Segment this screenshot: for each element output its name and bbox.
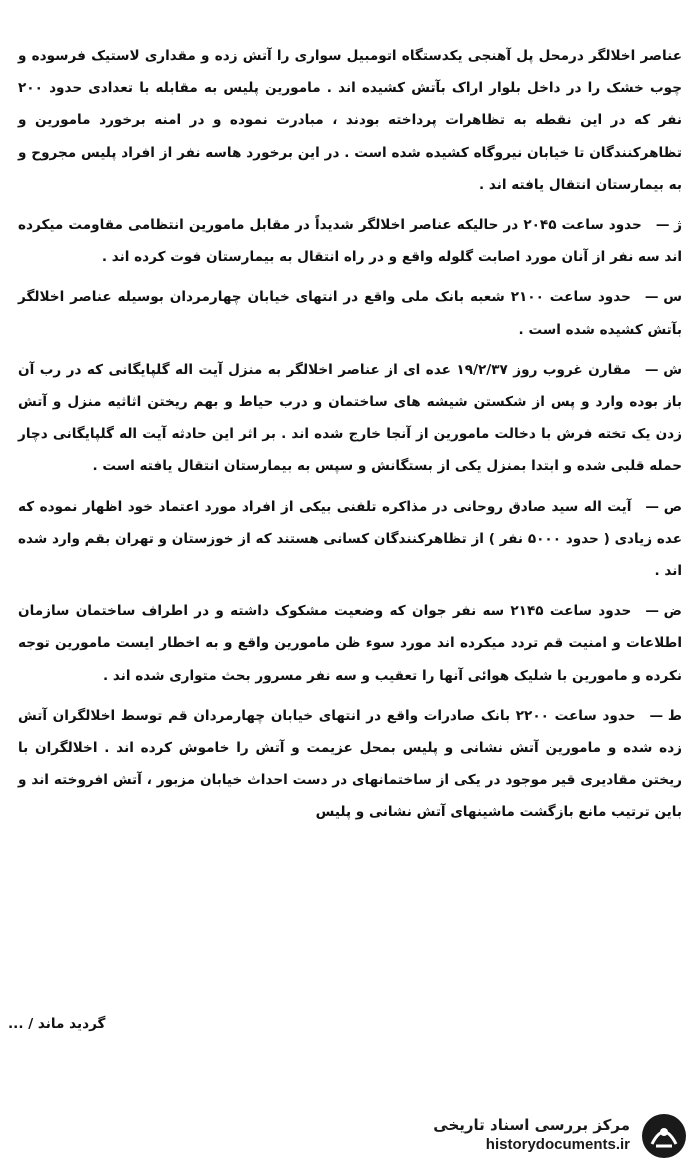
- paragraph-zad: [18, 595, 682, 692]
- paragraph-label: س —: [644, 289, 682, 306]
- paragraph-label: ش —: [644, 361, 682, 378]
- paragraph-shin: [18, 354, 682, 483]
- paragraph-sin: [18, 281, 682, 345]
- archive-url: historydocuments.ir: [485, 1136, 630, 1153]
- paragraph-sad: [18, 491, 682, 588]
- paragraph-label: ض —: [645, 603, 682, 620]
- paragraph-ta: [18, 700, 682, 829]
- paragraph-text: حدود ساعت ۲۰۴۵ در حالیکه عناصر اخلالگر شدیداً در مقابل مامورین انتظامی مقاومت میکرده اند سه نفر از آنان مورد اصابت گلوله واقع و در راه انتقال به بیمارستان فوت کرده اند .: [18, 217, 682, 266]
- paragraph-text: آیت اله سید صادق روحانی در مذاکره تلفنی بیکی از افراد مورد اعتماد خود اظهار نموده که عده زیادی ( حدود ۵۰۰۰ نفر ) از تظاهرکنندگان کسانی هستند که از خوزستان و تهران بقم وارد شده اند .: [18, 498, 682, 580]
- archive-logo: [416, 1114, 686, 1160]
- paragraph-text: عناصر اخلالگر درمحل پل آهنجی یکدستگاه اتومبیل سواری را آتش زده و مقداری لاستیک فرسوده و چوب خشک را در داخل بلوار اراک بآتش کشیده اند . مامورین پلیس به مقابله با تعدادی حدود ۲۰۰ نفر که در این نقطه به تظاهرات پرداخته بودند ، مبادرت نموده و در امنه برخورد مامورین و تظاهرکنندگان تا خیابان نیروگاه کشیده شده است . در این برخورد هاسه نفر از افراد پلیس مجروح و به بیمارستان انتقال یافته اند .: [18, 48, 682, 193]
- paragraph-text: حدود ساعت ۲۱۰۰ شعبه بانک ملی واقع در انتهای خیابان چهارمردان بوسیله عناصر اخلالگر بآتش کشیده شده است .: [18, 289, 682, 338]
- paragraph-text: حدود ساعت ۲۲۰۰ بانک صادرات واقع در انتهای خیابان چهارمردان قم توسط اخلالگران آتش زده شده و مامورین آتش نشانی و پلیس بمحل عزیمت و آتش را خاموش کرده اند . اخلالگران با ریختن مقادیری قیر موجود در یکی از ساختمانهای در دست احداث خیابان مزبور ، آتش افروخته اند و باین ترتیب مانع بازگشت ماشینهای آتش نشانی و پلیس: [18, 707, 682, 821]
- paragraph-zhe: [18, 209, 682, 273]
- paragraph-label: ص —: [645, 498, 682, 515]
- document-body: [18, 40, 682, 829]
- paragraph-text: مقارن غروب روز ۱۹/۲/۳۷ عده ای از عناصر اخلالگر به منزل آیت اله گلپایگانی که در رب آن باز بوده وارد و پس از شکستن شیشه های ساختمان و درب حیاط و بهم ریختن اثاثیه منزل و آتش زدن یک تخته فرش با دخالت مامورین از آنجا خارج شده اند . بر اثر این حادثه آیت اله گلپایگانی دچار حمله قلبی شده و ابتدا بمنزل یکی از بستگانش و سپس به بیمارستان انتقال یافته است .: [18, 361, 682, 475]
- paragraph-label: ژ —: [655, 217, 682, 234]
- archive-emblem-icon: [642, 1114, 686, 1158]
- paragraph-intro: [18, 40, 682, 201]
- paragraph-label: ط —: [649, 707, 682, 724]
- archive-name: مرکز بررسی اسناد تاریخی: [433, 1116, 630, 1134]
- paragraph-text: حدود ساعت ۲۱۴۵ سه نفر جوان که وضعیت مشکوک داشته و در اطراف ساختمان سازمان اطلاعات و امنیت قم تردد میکرده اند مورد سوء ظن مامورین واقع و به اخطار ایست مامورین توجه نکرده و مامورین با شلیک هوائی آنها را تعقیب و سه نفر مسرور بحث متواری شده اند .: [18, 603, 682, 684]
- continued-note: گردید ماند / ...: [8, 1016, 106, 1032]
